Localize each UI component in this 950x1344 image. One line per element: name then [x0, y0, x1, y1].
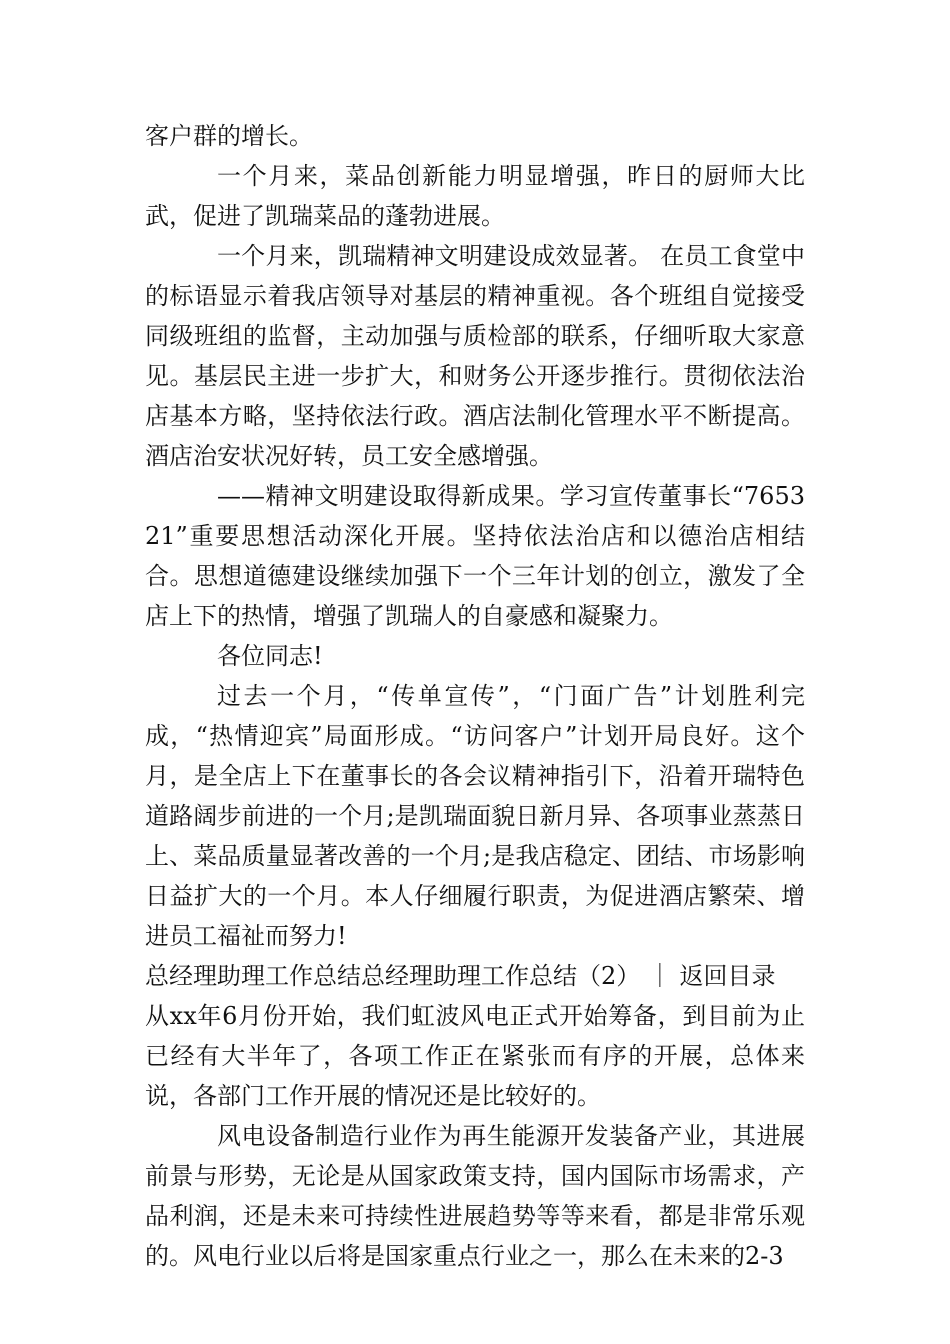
paragraph-new-achievements: ——精神文明建设取得新成果。学习宣传董事长“765321”重要思想活动深化开展。坚持依法治店和以德治店相结合。思想道德建设继续加强下一个三年计划的创立，激发了全店上下的热情，增强了凯瑞人的自豪感和凝聚力。 — [145, 482, 805, 630]
paragraph-spiritual-civilization: 一个月来，凯瑞精神文明建设成效显著。 在员工食堂中的标语显示着我店领导对基层的精神重视。各个班组自觉接受同级班组的监督，主动加强与质检部的联系，仔细听取大家意见。基层民主进一步扩大，和财务公开逐步推行。贯彻依法治店基本方略，坚持依法行政。酒店法制化管理水平不断提高。酒店治安状况好转，员工安全感增强。 — [145, 242, 805, 470]
paragraph-industry-outlook: 风电设备制造行业作为再生能源开发装备产业，其进展前景与形势，无论是从国家政策支持，国内国际市场需求，产品利润，还是未来可持续性进展趋势等等来看，都是非常乐观的。风电行业以后将是国家重点行业之一，那么在未来的2-3 — [145, 1122, 805, 1270]
paragraph-past-month: 过去一个月，“传单宣传”，“门面广告”计划胜利完成，“热情迎宾”局面形成。“访问客户”计划开局良好。这个月，是全店上下在董事长的各会议精神指引下，沿着开瑞特色道路阔步前进的一个月;是凯瑞面貌日新月异、各项事业蒸蒸日上、菜品质量显著改善的一个月;是我店稳定、团结、市场影响日益扩大的一个月。本人仔细履行职责，为促进酒店繁荣、增进员工福祉而努力! — [145, 682, 805, 950]
paragraph-continuation: 客户群的增长。 — [145, 122, 313, 150]
document-body — [145, 116, 805, 1276]
paragraph-preparation: 从xx年6月份开始，我们虹波风电正式开始筹备，到目前为止已经有大半年了，各项工作正在紧张而有序的开展，总体来说，各部门工作开展的情况还是比较好的。 — [145, 1002, 805, 1110]
section-heading-with-toc-link: 总经理助理工作总结总经理助理工作总结（2） ｜ 返回目录 — [145, 962, 776, 990]
paragraph-dish-innovation: 一个月来，菜品创新能力明显增强，昨日的厨师大比武，促进了凯瑞菜品的蓬勃进展。 — [145, 162, 805, 230]
paragraph-salutation: 各位同志! — [217, 642, 323, 670]
